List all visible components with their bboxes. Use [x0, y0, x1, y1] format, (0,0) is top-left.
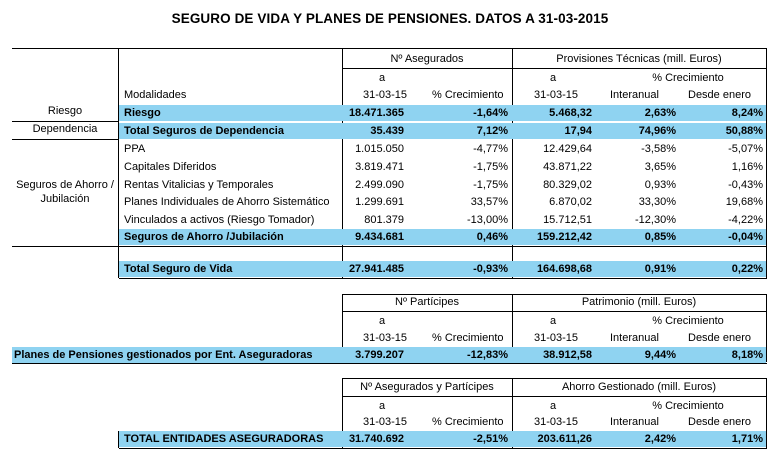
pensiones-top-rule — [342, 294, 767, 295]
row-crecimiento: -12,83% — [467, 349, 508, 361]
header-a: a — [379, 400, 386, 412]
table-row-total-vida — [119, 261, 766, 277]
row-asegurados: 1.299.691 — [355, 196, 404, 208]
header-desde-enero: Desde enero — [688, 416, 751, 428]
row-numero: 31.740.692 — [348, 433, 404, 445]
row-desde-enero: 8,24% — [731, 107, 763, 119]
entidades-header-rule — [342, 396, 767, 397]
header-pct-crecimiento: % Crecimiento — [652, 72, 724, 84]
row-interanual: 2,42% — [644, 433, 676, 445]
header-aseg-part: Nº Asegurados y Partícipes — [360, 381, 494, 393]
table-row-capitales — [119, 159, 766, 175]
group-ahorro-line2: Jubilación — [40, 193, 90, 205]
group-riesgo: Riesgo — [47, 105, 83, 117]
row-asegurados: 801.379 — [364, 214, 404, 226]
row-asegurados: 1.015.050 — [355, 143, 404, 155]
header-fecha-2: 31-03-15 — [534, 416, 579, 428]
table-row-total-entidades — [119, 431, 766, 447]
group-rule-2 — [12, 139, 118, 140]
row-provisiones: 5.468,32 — [549, 107, 592, 119]
header-a-2: a — [550, 400, 557, 412]
group-rule-1 — [12, 121, 118, 122]
row-desde-enero: -4,22% — [728, 214, 763, 226]
header-a: a — [379, 315, 386, 327]
page-title: SEGURO DE VIDA Y PLANES DE PENSIONES. DATOS A 31-03-2015 — [171, 11, 609, 26]
row-interanual: 3,65% — [644, 161, 676, 173]
row-interanual: -3,58% — [641, 143, 676, 155]
table-row-rentas — [119, 177, 766, 193]
row-crecimiento: -4,77% — [473, 143, 508, 155]
row-asegurados: 9.434.681 — [355, 231, 404, 243]
row-crecimiento: 33,57% — [470, 196, 508, 208]
row-desde-enero: 8,18% — [731, 349, 763, 361]
vline-right — [766, 48, 767, 278]
table-row-planes-pensiones — [12, 347, 766, 363]
row-crecimiento: 0,46% — [476, 231, 508, 243]
row-interanual: 2,63% — [644, 107, 676, 119]
row-ahorro: 203.611,26 — [537, 433, 592, 445]
header-interanual: Interanual — [610, 89, 659, 101]
row-desde-enero: 19,68% — [725, 196, 763, 208]
row-asegurados: 18.471.365 — [348, 107, 404, 119]
header-pct-crecimiento: % Crecimiento — [652, 400, 724, 412]
pensiones-vline-3 — [766, 294, 767, 362]
row-desde-enero: 0,22% — [731, 263, 763, 275]
header-a-2: a — [550, 315, 557, 327]
row-crecimiento: -1,75% — [473, 161, 508, 173]
row-asegurados: 27.941.485 — [348, 263, 404, 275]
row-crecimiento: -1,75% — [473, 179, 508, 191]
table-row-vinculados — [119, 212, 766, 228]
row-provisiones: 15.712,51 — [543, 214, 592, 226]
header-fecha-2: 31-03-15 — [534, 332, 579, 344]
row-desde-enero: 50,88% — [725, 125, 763, 137]
entidades-vline-3 — [766, 378, 767, 448]
row-crecimiento: -2,51% — [473, 433, 508, 445]
row-crecimiento: -0,93% — [473, 263, 508, 275]
row-asegurados: 3.819.471 — [355, 161, 404, 173]
row-desde-enero: -5,07% — [728, 143, 763, 155]
row-asegurados: 2.499.090 — [355, 179, 404, 191]
row-desde-enero: -0,04% — [728, 231, 763, 243]
header-rule — [342, 68, 766, 69]
header-desde-enero: Desde enero — [688, 89, 751, 101]
header-fecha: 31-03-15 — [363, 332, 408, 344]
header-provisiones: Provisiones Técnicas (mill. Euros) — [556, 53, 722, 65]
row-desde-enero: 1,16% — [731, 161, 763, 173]
group-dependencia: Dependencia — [32, 123, 98, 135]
row-interanual: 33,30% — [638, 196, 676, 208]
top-rule — [12, 48, 767, 49]
row-name: TOTAL ENTIDADES ASEGURADORAS — [124, 433, 324, 445]
header-modalidades: Modalidades — [124, 89, 187, 101]
header-crecimiento: % Crecimiento — [432, 332, 504, 344]
row-provisiones: 12.429,64 — [543, 143, 592, 155]
header-ahorro-gestionado: Ahorro Gestionado (mill. Euros) — [561, 381, 717, 393]
row-name: Planes de Pensiones gestionados por Ent. Aseguradoras — [14, 349, 313, 361]
pensiones-header-rule — [342, 311, 767, 312]
table-row-dependencia — [119, 123, 766, 139]
row-interanual: 0,91% — [644, 263, 676, 275]
header-crecimiento: % Crecimiento — [432, 416, 504, 428]
entidades-bottom-rule — [119, 448, 767, 449]
row-provisiones: 6.870,02 — [549, 196, 592, 208]
ahorro-bottom-rule — [12, 246, 767, 247]
row-name: PPA — [124, 143, 146, 155]
header-pct-crecimiento: % Crecimiento — [652, 315, 724, 327]
row-desde-enero: 1,71% — [731, 433, 763, 445]
row-desde-enero: -0,43% — [728, 179, 763, 191]
row-provisiones: 80.329,02 — [543, 179, 592, 191]
row-interanual: 9,44% — [644, 349, 676, 361]
header-fecha-2: 31-03-15 — [534, 89, 579, 101]
row-name: Seguros de Ahorro /Jubilación — [124, 231, 284, 243]
table-row-riesgo — [119, 105, 766, 121]
header-patrimonio: Patrimonio (mill. Euros) — [581, 296, 697, 308]
header-desde-enero: Desde enero — [688, 332, 751, 344]
row-name: Planes Individuales de Ahorro Sistemático — [124, 196, 330, 208]
header-a: a — [379, 72, 386, 84]
group-ahorro-line1: Seguros de Ahorro / — [16, 179, 114, 191]
entidades-top-rule — [342, 378, 767, 379]
header-crecimiento: % Crecimiento — [432, 89, 504, 101]
table-row-planes-individuales — [119, 194, 766, 210]
table-row-ahorro-subtotal — [119, 229, 766, 245]
row-interanual: 0,93% — [644, 179, 676, 191]
row-interanual: -12,30% — [635, 214, 676, 226]
table-row-ppa — [119, 141, 766, 157]
row-asegurados: 35.439 — [370, 125, 404, 137]
row-interanual: 74,96% — [638, 125, 676, 137]
row-crecimiento: -1,64% — [473, 107, 508, 119]
row-name: Rentas Vitalicias y Temporales — [124, 179, 274, 191]
pensiones-bottom-rule — [12, 363, 767, 364]
header-participes: Nº Partícipes — [395, 296, 459, 308]
row-provisiones: 43.871,22 — [543, 161, 592, 173]
header-interanual: Interanual — [610, 332, 659, 344]
row-name: Capitales Diferidos — [124, 161, 217, 173]
row-name: Vinculados a activos (Riesgo Tomador) — [124, 214, 315, 226]
header-asegurados: Nº Asegurados — [390, 53, 464, 65]
row-provisiones: 159.212,42 — [536, 231, 592, 243]
row-crecimiento: 7,12% — [476, 125, 508, 137]
header-interanual: Interanual — [610, 416, 659, 428]
total-vida-bottom-rule — [119, 278, 767, 279]
row-name: Riesgo — [124, 107, 161, 119]
row-patrimonio: 38.912,58 — [543, 349, 592, 361]
row-participes: 3.799.207 — [355, 349, 404, 361]
header-fecha: 31-03-15 — [363, 89, 408, 101]
header-fecha: 31-03-15 — [363, 416, 408, 428]
row-name: Total Seguro de Vida — [124, 263, 233, 275]
row-interanual: 0,85% — [644, 231, 676, 243]
header-a-2: a — [550, 72, 557, 84]
row-provisiones: 17,94 — [564, 125, 592, 137]
row-provisiones: 164.698,68 — [536, 263, 592, 275]
row-name: Total Seguros de Dependencia — [124, 125, 284, 137]
row-crecimiento: -13,00% — [467, 214, 508, 226]
